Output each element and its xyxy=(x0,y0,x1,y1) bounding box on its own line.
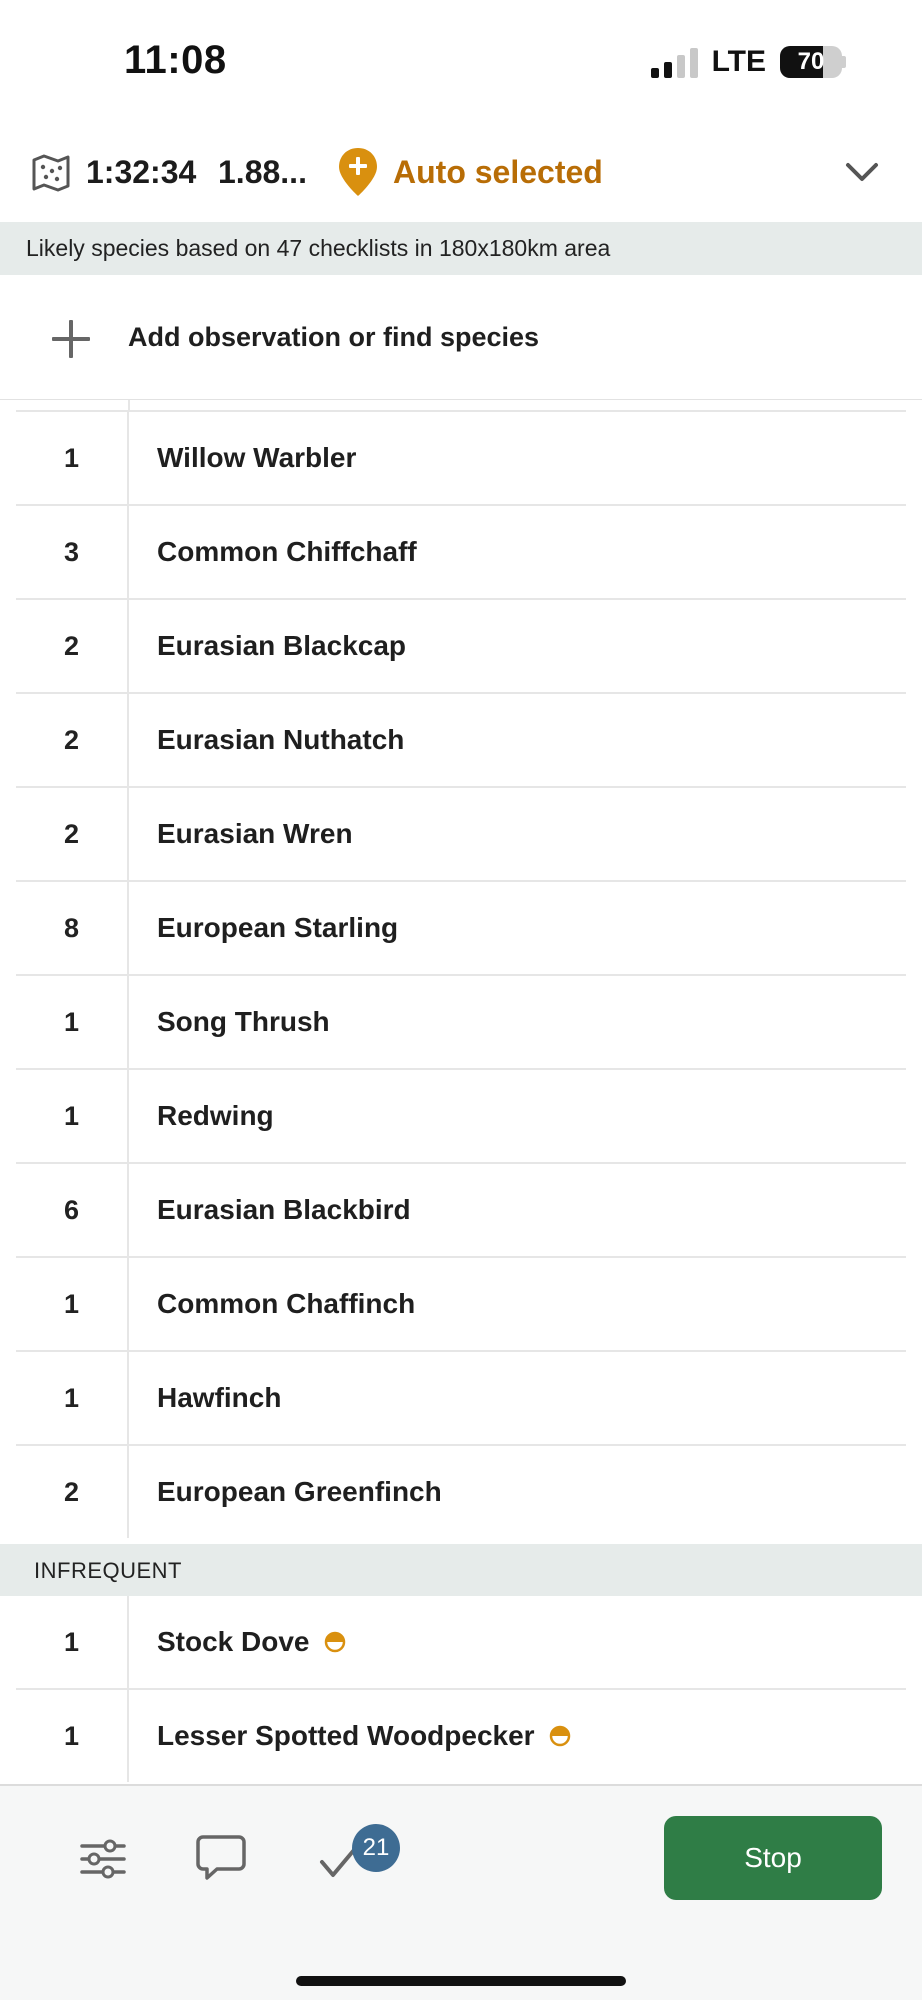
section-title: INFREQUENT xyxy=(34,1558,182,1583)
species-name: Hawfinch xyxy=(157,1382,282,1413)
checklist-duration[interactable]: 1:32:34 xyxy=(86,154,197,190)
list-item[interactable] xyxy=(16,1446,906,1540)
list-item[interactable] xyxy=(16,1352,906,1446)
list-item[interactable] xyxy=(16,1596,906,1690)
species-name: European Starling xyxy=(157,912,399,943)
infrequent-species-list xyxy=(16,1596,906,1784)
species-name: Willow Warbler xyxy=(157,442,357,473)
checklist-header xyxy=(0,126,922,222)
list-scroll-edge xyxy=(16,400,906,410)
species-count[interactable]: 1 xyxy=(16,976,129,1068)
home-indicator[interactable] xyxy=(296,1976,626,1986)
status-indicators xyxy=(651,44,846,80)
species-count[interactable]: 1 xyxy=(16,1258,129,1350)
list-item[interactable] xyxy=(16,882,906,976)
list-item[interactable] xyxy=(16,506,906,600)
half-circle-rarity-icon xyxy=(324,1631,346,1653)
species-count[interactable]: 1 xyxy=(16,1070,129,1162)
list-item[interactable] xyxy=(16,694,906,788)
species-count[interactable]: 8 xyxy=(16,882,129,974)
status-time: 11:08 xyxy=(124,38,227,82)
add-observation-button[interactable] xyxy=(0,276,922,400)
species-count[interactable]: 1 xyxy=(16,1352,129,1444)
list-item[interactable] xyxy=(16,412,906,506)
status-bar xyxy=(0,0,922,125)
list-item[interactable] xyxy=(16,1690,906,1784)
species-name: Eurasian Wren xyxy=(157,818,353,849)
location-pin-plus-icon[interactable] xyxy=(336,146,380,198)
list-item[interactable] xyxy=(16,1164,906,1258)
species-name-row xyxy=(157,1690,571,1782)
battery-percent: 70 xyxy=(797,48,825,75)
bottom-toolbar xyxy=(0,1784,922,2000)
species-name: Song Thrush xyxy=(157,1006,330,1037)
species-count[interactable]: 1 xyxy=(16,1596,129,1688)
species-name: Common Chaffinch xyxy=(157,1288,416,1319)
species-name: Eurasian Nuthatch xyxy=(157,724,405,755)
species-count[interactable]: 6 xyxy=(16,1164,129,1256)
species-name: Stock Dove xyxy=(157,1626,310,1657)
species-name: Eurasian Blackbird xyxy=(157,1194,411,1225)
species-name-row xyxy=(157,1596,346,1688)
species-count[interactable]: 2 xyxy=(16,788,129,880)
chevron-down-icon[interactable] xyxy=(842,152,882,192)
section-header-infrequent xyxy=(0,1544,922,1596)
sliders-icon[interactable] xyxy=(80,1836,126,1882)
species-name: Common Chiffchaff xyxy=(157,536,417,567)
list-item[interactable] xyxy=(16,1258,906,1352)
speech-bubble-icon[interactable] xyxy=(195,1832,247,1884)
species-name: Eurasian Blackcap xyxy=(157,630,407,661)
list-item[interactable] xyxy=(16,600,906,694)
stop-button[interactable]: Stop xyxy=(664,1816,882,1900)
map-icon[interactable] xyxy=(30,152,72,194)
species-count[interactable]: 2 xyxy=(16,694,129,786)
network-type: LTE xyxy=(711,45,766,78)
species-list xyxy=(16,410,906,1540)
species-count[interactable]: 2 xyxy=(16,600,129,692)
battery-icon xyxy=(780,46,846,78)
species-name: European Greenfinch xyxy=(157,1476,442,1507)
likely-species-info-bar xyxy=(0,222,922,275)
species-name: Redwing xyxy=(157,1100,274,1131)
list-item[interactable] xyxy=(16,788,906,882)
checklist-distance[interactable]: 1.88... xyxy=(218,154,307,190)
species-count[interactable]: 2 xyxy=(16,1446,129,1538)
checklist-count-badge: 21 xyxy=(352,1824,400,1872)
signal-strength-icon xyxy=(651,46,698,78)
species-count[interactable]: 1 xyxy=(16,412,129,504)
location-label[interactable]: Auto selected xyxy=(393,154,603,190)
species-name: Lesser Spotted Woodpecker xyxy=(157,1720,535,1751)
add-observation-label: Add observation or find species xyxy=(128,322,540,352)
species-count[interactable]: 3 xyxy=(16,506,129,598)
list-item[interactable] xyxy=(16,976,906,1070)
likely-species-info-text: Likely species based on 47 checklists in 180x180km area xyxy=(26,235,611,261)
half-circle-rarity-icon xyxy=(549,1725,571,1747)
species-count[interactable]: 1 xyxy=(16,1690,129,1782)
list-item[interactable] xyxy=(16,1070,906,1164)
plus-icon xyxy=(50,318,92,360)
